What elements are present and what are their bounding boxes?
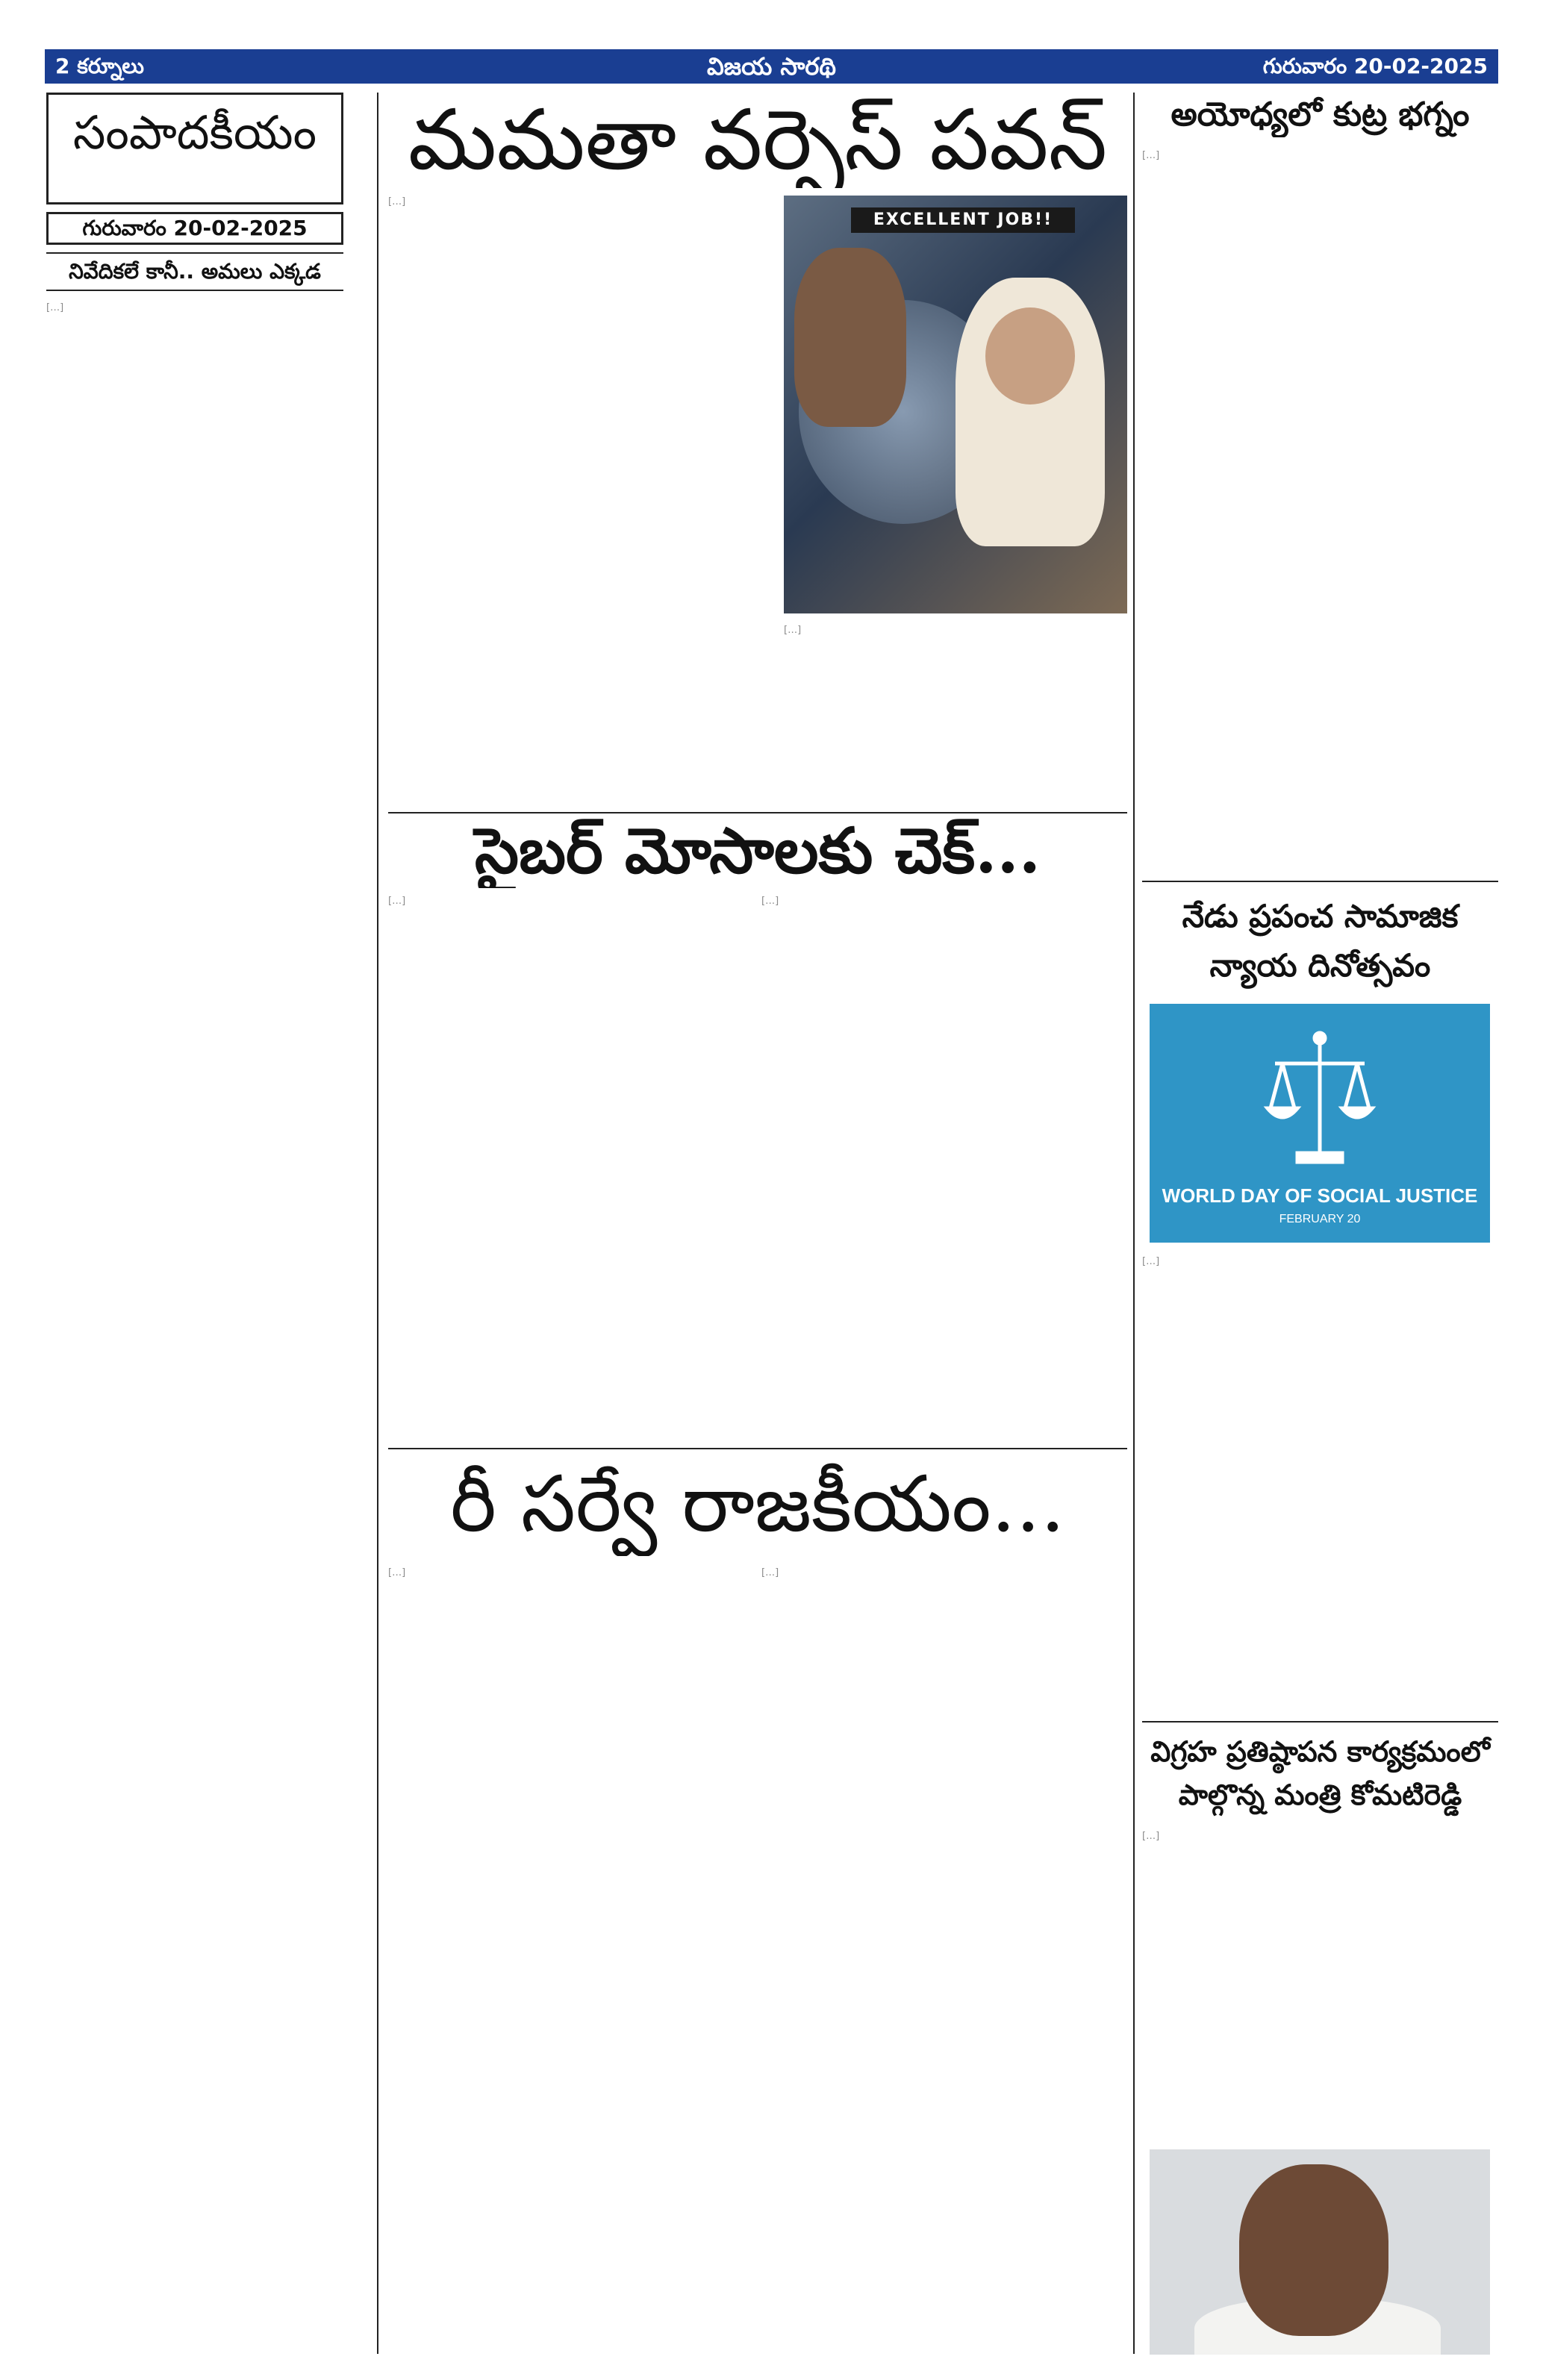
lead-article-body-continued: […]	[784, 625, 802, 636]
komatireddy-article-body: […]	[1142, 1831, 1160, 1842]
cyber-article-body-continued: […]	[761, 896, 779, 907]
ayodhya-article-body: […]	[1142, 150, 1160, 161]
social-justice-headline: నేడు ప్రపంచ సామాజిక న్యాయ దినోత్సవం	[1182, 898, 1459, 984]
ayodhya-headline: అయోధ్యలో కుట్ర భగ్నం	[1171, 96, 1470, 134]
komatireddy-headline: విగ్రహ ప్రతిష్ఠాపన కార్యక్రమంలో పాల్గొన్న మంత్రి కోమటిరెడ్డి	[1150, 1735, 1490, 1811]
editorial-section-title: సంపాదకీయం	[72, 105, 317, 160]
lead-headline: మమతా వర్సెస్ పవన్	[408, 93, 1108, 188]
column-rule	[377, 93, 378, 2354]
photo-head	[1239, 2164, 1388, 2336]
editorial-body: […]	[46, 302, 64, 313]
section-rule	[388, 1448, 1127, 1449]
section-rule	[1142, 1721, 1498, 1722]
portrait-left	[794, 248, 906, 427]
graphic-date: FEBRUARY 20	[1279, 1213, 1361, 1225]
editorial-date: గురువారం 20-02-2025	[46, 212, 343, 245]
graphic-title: WORLD DAY OF SOCIAL JUSTICE	[1162, 1184, 1478, 1207]
scales-of-justice-icon	[1262, 1026, 1378, 1175]
cyber-headline: సైబర్ మోసాలకు చెక్...	[475, 813, 1041, 887]
portrait-right	[956, 278, 1105, 546]
photo-banner-text: EXCELLENT JOB!!	[851, 207, 1075, 233]
lead-photo	[784, 196, 1127, 613]
social-justice-graphic	[1150, 1004, 1490, 1243]
social-justice-article-body: […]	[1142, 1256, 1160, 1267]
section-rule	[1142, 881, 1498, 882]
survey-article-body-continued: […]	[761, 1567, 779, 1578]
column-rule	[1133, 93, 1135, 2354]
survey-article-body: […]	[388, 1567, 406, 1578]
minister-photo	[1150, 2149, 1490, 2355]
masthead	[45, 49, 1498, 84]
editorial-title-box	[46, 93, 343, 204]
lead-article-body: […]	[388, 196, 406, 207]
survey-headline: రీ సర్వే రాజకీయం...	[450, 1458, 1065, 1549]
page-number: 2 కర్నూలు	[55, 54, 144, 78]
editorial-headline: నివేదికలే కానీ.. అమలు ఎక్కడ	[46, 252, 343, 291]
newspaper-name: విజయ సారథి	[707, 52, 836, 81]
masthead-date: గురువారం 20-02-2025	[1262, 54, 1488, 78]
cyber-article-body: […]	[388, 896, 406, 907]
